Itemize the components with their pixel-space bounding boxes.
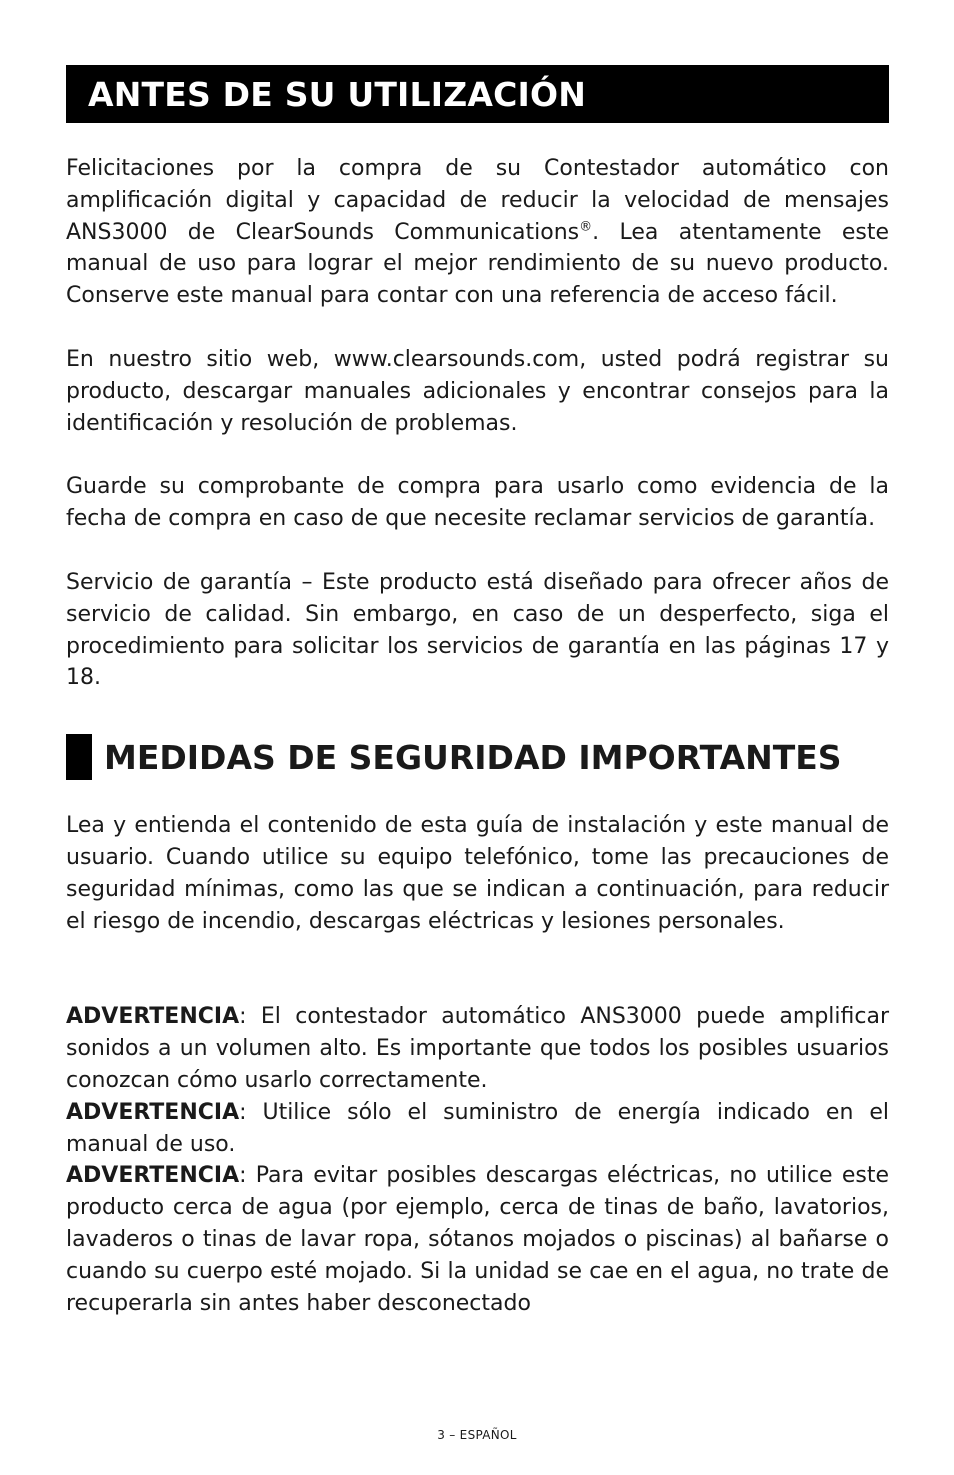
- warning-label: ADVERTENCIA: [66, 1004, 240, 1030]
- warning-item: [66, 1160, 889, 1319]
- intro-paragraph: [66, 153, 889, 312]
- receipt-paragraph: Guarde su comprobante de compra para usarlo como evidencia de la fecha de compra en caso de que necesite reclamar servicios de garantía.: [66, 474, 889, 532]
- section-banner: [66, 65, 889, 123]
- registered-mark: ®: [579, 219, 593, 235]
- section-marker-bar: [66, 734, 92, 780]
- warning-text: : El contestador automático ANS3000 puede amplificar sonidos a un volumen alto. Es importante que todos los posibles usuarios conozcan cómo usarlo correctamente.: [66, 1004, 889, 1093]
- section-title-medidas: MEDIDAS DE SEGURIDAD IMPORTANTES: [104, 737, 842, 777]
- warning-label: ADVERTENCIA: [66, 1099, 240, 1125]
- manual-page: [66, 65, 889, 1319]
- warranty-paragraph: Servicio de garantía – Este producto está diseñado para ofrecer años de servicio de calidad. Sin embargo, en caso de un desperfecto, siga el procedimiento para solicitar los servicios de garantía en las páginas 17 y 18.: [66, 569, 889, 691]
- intro-text-end: . Lea atentamente este manual de uso para lograr el mejor rendimiento de su nuevo producto. Conserve este manual para contar con una referencia de acceso fácil.: [66, 219, 890, 309]
- warning-item: [66, 1097, 889, 1161]
- intro-text-start: Felicitaciones por la compra de su Contestador automático con amplificación digital y capacidad de reducir la velocidad de mensajes ANS3000 de ClearSounds Communications: [66, 156, 889, 245]
- safety-intro-paragraph: Lea y entienda el contenido de esta guía de instalación y este manual de usuario. Cuando utilice su equipo telefónico, tome las precauciones de seguridad mínimas, como las que se indican a continuación, para reducir el riesgo de incendio, descargas eléctricas y lesiones personales.: [66, 813, 889, 934]
- website-paragraph: En nuestro sitio web, www.clearsounds.com, usted podrá registrar su producto, descargar manuales adicionales y encontrar consejos para la identificación y resolución de problemas.: [66, 346, 889, 436]
- warning-label: ADVERTENCIA: [66, 1163, 240, 1189]
- section-title-antes: ANTES DE SU UTILIZACIÓN: [88, 74, 587, 114]
- warning-item: [66, 1001, 889, 1096]
- section-heading: [66, 734, 889, 780]
- page-footer: 3 – ESPAÑOL: [437, 1428, 517, 1442]
- warning-text: : Para evitar posibles descargas eléctricas, no utilice este producto cerca de agua (por ejemplo, cerca de tinas de baño, lavatorios, lavaderos o tinas de lavar ropa, sótanos mojados o piscinas) al bañarse o cuando su cuerpo esté mojado. Si la unidad se cae en el agua, no trate de recuperarla sin antes haber desconectado: [66, 1163, 889, 1316]
- warning-text: : Utilice sólo el suministro de energía indicado en el manual de uso.: [66, 1099, 889, 1157]
